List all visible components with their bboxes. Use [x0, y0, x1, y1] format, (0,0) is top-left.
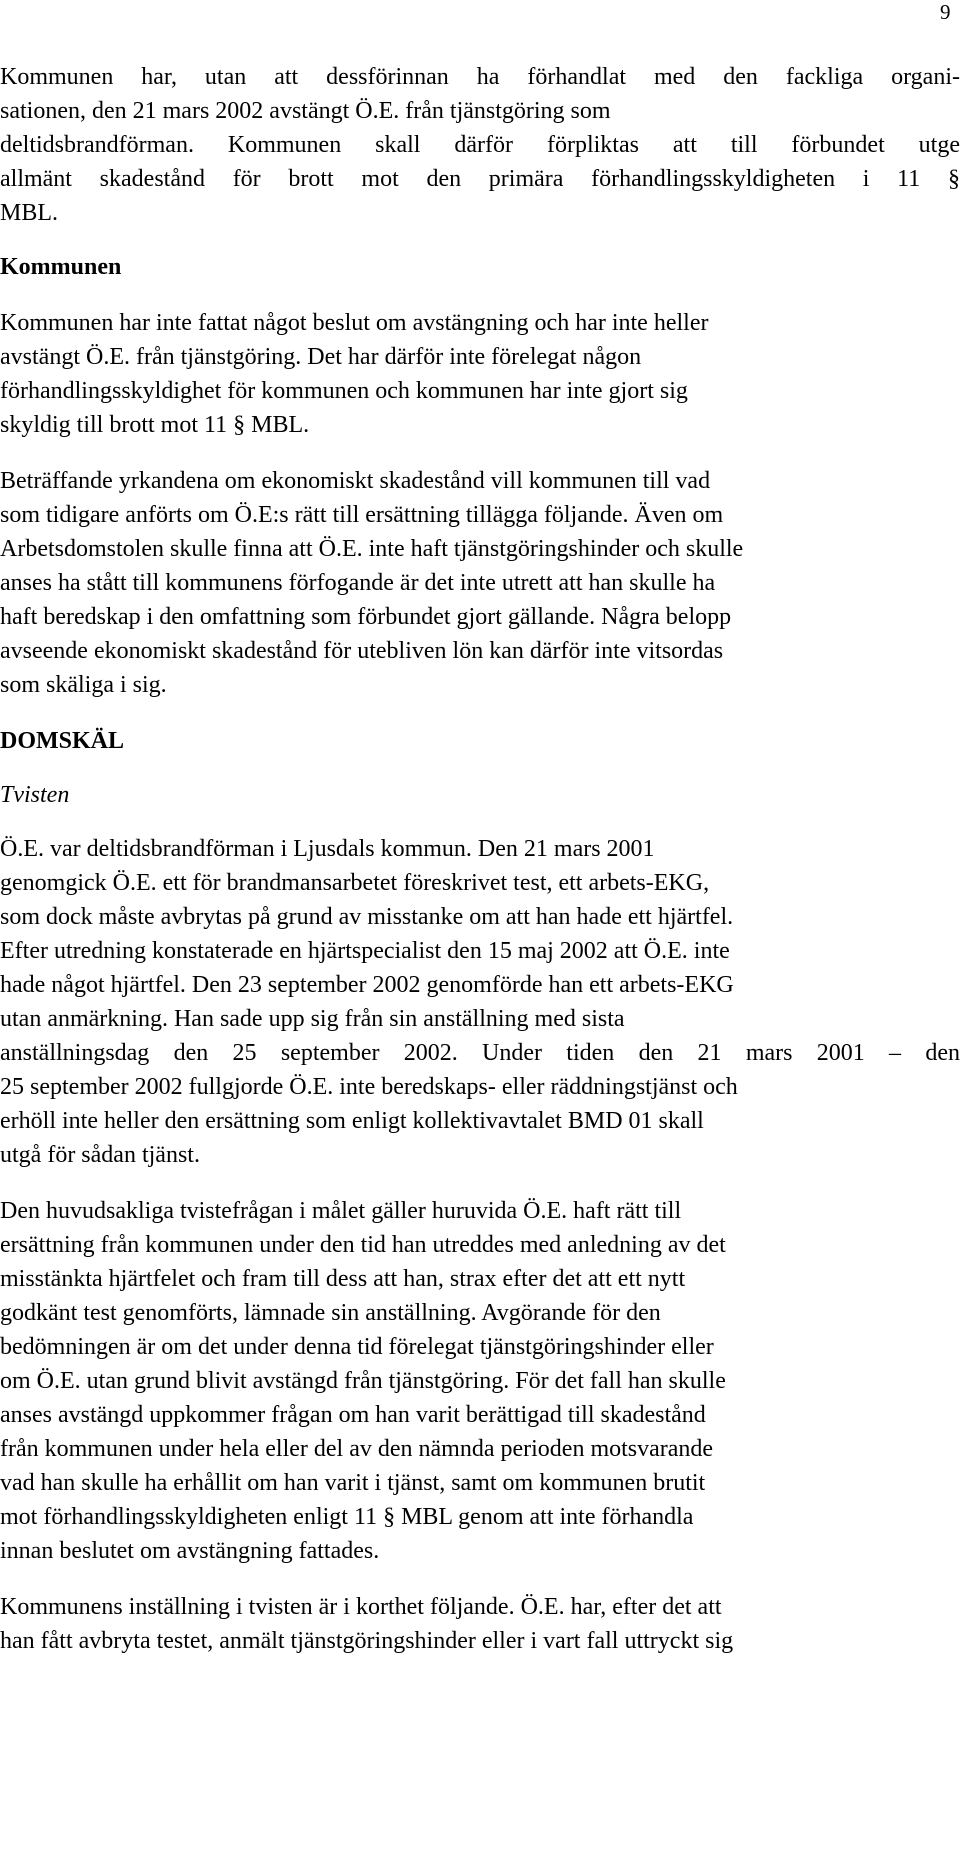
paragraph-5-line: misstänkta hjärtfelet och fram till dess att han, strax efter det att ett nytt: [0, 1266, 686, 1292]
paragraph-5-line: Den huvudsakliga tvistefrågan i målet gäller huruvida Ö.E. haft rätt till: [0, 1198, 682, 1224]
paragraph-2-line: Kommunen har inte fattat något beslut om avstängning och har inte heller: [0, 310, 709, 336]
paragraph-1-line: allmänt skadestånd för brott mot den primära förhandlingsskyldigheten i 11 §: [0, 166, 960, 192]
paragraph-5-line: vad han skulle ha erhållit om han varit i tjänst, samt om kommunen brutit: [0, 1470, 706, 1496]
paragraph-1-line: MBL.: [0, 200, 59, 226]
paragraph-6-line: han fått avbryta testet, anmält tjänstgöringshinder eller i vart fall uttryckt sig: [0, 1628, 734, 1654]
paragraph-4-line: utgå för sådan tjänst.: [0, 1142, 200, 1168]
paragraph-1-line: sationen, den 21 mars 2002 avstängt Ö.E. från tjänstgöring som: [0, 98, 611, 124]
paragraph-5-line: godkänt test genomförts, lämnade sin anställning. Avgörande för den: [0, 1300, 661, 1326]
paragraph-1-line: deltidsbrandförman. Kommunen skall därför förpliktas att till förbundet utge: [0, 132, 960, 158]
paragraph-5-line: anses avstängd uppkommer frågan om han varit berättigad till skadestånd: [0, 1402, 706, 1428]
paragraph-3-line: haft beredskap i den omfattning som förbundet gjort gällande. Några belopp: [0, 604, 732, 630]
paragraph-4-line: som dock måste avbrytas på grund av misstanke om att han hade ett hjärtfel.: [0, 904, 734, 930]
paragraph-3-line: avseende ekonomiskt skadestånd för utebliven lön kan därför inte vitsordas: [0, 638, 724, 664]
paragraph-3-line: Beträffande yrkandena om ekonomiskt skadestånd vill kommunen till vad: [0, 468, 711, 494]
paragraph-5-line: bedömningen är om det under denna tid förelegat tjänstgöringshinder eller: [0, 1334, 714, 1360]
paragraph-4-line: Efter utredning konstaterade en hjärtspecialist den 15 maj 2002 att Ö.E. inte: [0, 938, 730, 964]
paragraph-5-line: från kommunen under hela eller del av den nämnda perioden motsvarande: [0, 1436, 714, 1462]
section-heading-kommunen: Kommunen: [0, 254, 122, 280]
paragraph-4-line: Ö.E. var deltidsbrandförman i Ljusdals kommun. Den 21 mars 2001: [0, 836, 655, 862]
paragraph-2-line: förhandlingsskyldighet för kommunen och kommunen har inte gjort sig: [0, 378, 688, 404]
paragraph-5-line: om Ö.E. utan grund blivit avstängd från tjänstgöring. För det fall han skulle: [0, 1368, 726, 1394]
paragraph-3-line: anses ha stått till kommunens förfogande är det inte utrett att han skulle ha: [0, 570, 716, 596]
paragraph-5-line: mot förhandlingsskyldigheten enligt 11 § MBL genom att inte förhandla: [0, 1504, 694, 1530]
paragraph-2-line: skyldig till brott mot 11 § MBL.: [0, 412, 310, 438]
page-number: 9: [940, 0, 951, 24]
paragraph-6-line: Kommunens inställning i tvisten är i korthet följande. Ö.E. har, efter det att: [0, 1594, 722, 1620]
paragraph-4-line: anställningsdag den 25 september 2002. Under tiden den 21 mars 2001 – den: [0, 1040, 960, 1066]
paragraph-4-line: 25 september 2002 fullgjorde Ö.E. inte beredskaps- eller räddningstjänst och: [0, 1074, 738, 1100]
section-heading-domskal: DOMSKÄL: [0, 728, 125, 754]
paragraph-4-line: genomgick Ö.E. ett för brandmansarbetet föreskrivet test, ett arbets-EKG,: [0, 870, 710, 896]
subheading-tvisten: Tvisten: [0, 782, 70, 808]
paragraph-1-line: Kommunen har, utan att dessförinnan ha förhandlat med den fackliga organi-: [0, 64, 960, 90]
paragraph-3-line: som tidigare anförts om Ö.E:s rätt till ersättning tillägga följande. Även om: [0, 502, 724, 528]
paragraph-2-line: avstängt Ö.E. från tjänstgöring. Det har därför inte förelegat någon: [0, 344, 642, 370]
paragraph-3-line: som skäliga i sig.: [0, 672, 167, 698]
paragraph-4-line: erhöll inte heller den ersättning som enligt kollektivavtalet BMD 01 skall: [0, 1108, 704, 1134]
paragraph-3-line: Arbetsdomstolen skulle finna att Ö.E. inte haft tjänstgöringshinder och skulle: [0, 536, 744, 562]
paragraph-5-line: innan beslutet om avstängning fattades.: [0, 1538, 380, 1564]
paragraph-4-line: utan anmärkning. Han sade upp sig från sin anställning med sista: [0, 1006, 625, 1032]
paragraph-4-line: hade något hjärtfel. Den 23 september 2002 genomförde han ett arbets-EKG: [0, 972, 734, 998]
paragraph-5-line: ersättning från kommunen under den tid han utreddes med anledning av det: [0, 1232, 726, 1258]
